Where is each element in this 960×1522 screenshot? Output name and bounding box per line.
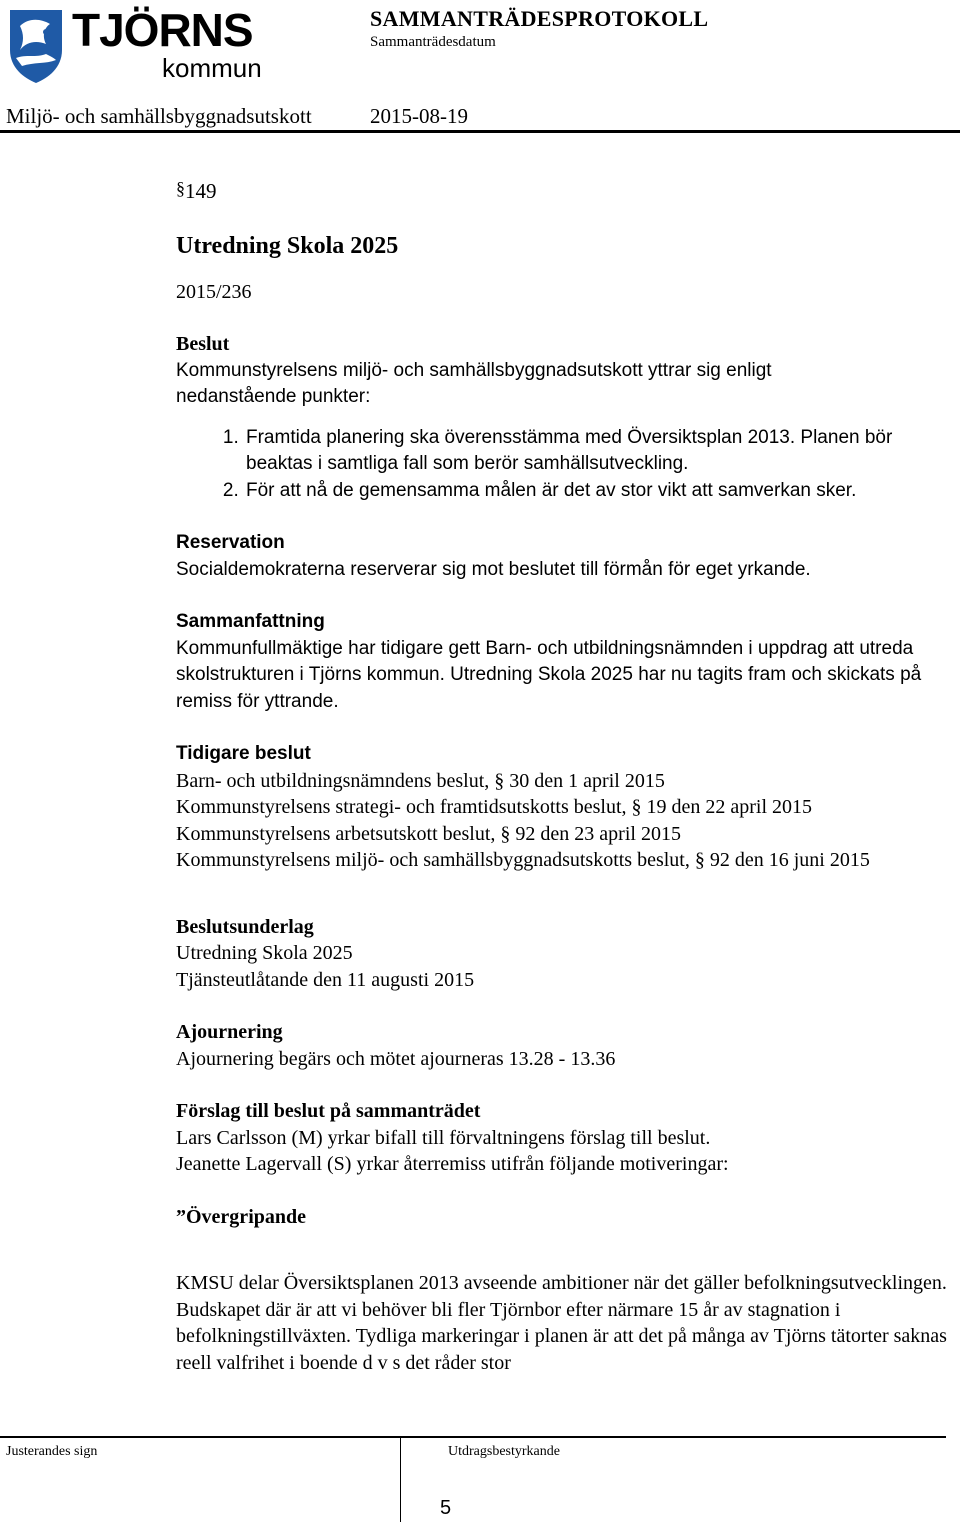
beslut-intro-line1: Kommunstyrelsens miljö- och samhällsbyggnadsutskott yttrar sig enligt [176,359,772,381]
tidigare-beslut-item [176,768,951,795]
overgripande-text: KMSU delar Översiktsplanen 2013 avseende ambitioner när det gäller befolkningsutvecklingen. Budskapet där är att vi behöver bli fler Tjörnbor efter närmare 15 år av stagnation i befolkningstillväxten. Tydliga markeringar i planen är att det på många av Tjörns tätorter saknas reell valfrihet i boende d v s det råder stor [176,1272,947,1374]
paragraph-symbol: § [494,769,505,792]
protocol-title: SAMMANTRÄDESPROTOKOLL [370,6,709,31]
footer-justerandes-sign: Justerandes sign [6,1444,98,1459]
tidigare-beslut-item [176,794,951,821]
footer-utdragsbestyrkande: Utdragsbestyrkande [448,1444,560,1459]
overgripande-heading: ”Övergripande [176,1205,306,1228]
beslut-point: 1. Framtida planering ska överensstämma med Översiktsplan 2013. Planen bör beaktas i samtliga fall som berör samhällsutveckling. [244,425,951,478]
ajournering-heading: Ajournering [176,1021,283,1043]
sammanfattning-heading: Sammanfattning [176,611,325,632]
sammanfattning-text: Kommunfullmäktige har tidigare gett Barn- och utbildningsnämnden i uppdrag att utreda skolstrukturen i Tjörns kommun. Utredning Skola 2025 har nu tagits fram och skickats på remiss för yttrande. [176,637,922,712]
document-body [176,175,951,1376]
case-number: 2015/236 [176,280,252,303]
protocol-subtitle: Sammanträdesdatum [370,34,496,50]
tidigare-beslut-item [176,821,951,848]
beslut-points [176,425,951,505]
tjorn-logo [6,6,278,84]
beslut-intro-line2: nedanstående punkter: [176,386,371,407]
page-number: 5 [440,1497,452,1519]
tidigare-beslut-item [176,847,951,874]
decision-ref: 92 den 23 april 2015 [510,822,681,845]
decision-text: Kommunstyrelsens strategi- och framtidsutskotts beslut, [176,796,632,818]
footer-divider [0,1436,946,1438]
ajournering-text: Ajournering begärs och mötet ajourneras 13.28 - 13.36 [176,1047,616,1070]
beslut-point: 2. För att nå de gemensamma målen är det av stor vikt att samverkan sker. [244,478,951,505]
paragraph-symbol: § [631,796,642,818]
decision-ref: 30 den 1 april 2015 [504,769,665,792]
decision-ref: 92 den 16 juni 2015 [704,849,870,871]
committee-name: Miljö- och samhällsbyggnadsutskott [6,104,312,128]
meeting-date: 2015-08-19 [370,104,468,128]
footer-column-divider [400,1438,401,1522]
logo-subtext: kommun [162,53,262,83]
forslag-line: Lars Carlsson (M) yrkar bifall till förvaltningens förslag till beslut. [176,1126,711,1149]
header-divider [0,130,960,133]
decision-ref: 19 den 22 april 2015 [641,796,813,818]
reservation-heading: Reservation [176,532,285,553]
item-number: 149 [185,179,217,203]
beslutsunderlag-item: Tjänsteutlåtande den 11 augusti 2015 [176,968,475,991]
paragraph-symbol: § [176,178,185,198]
forslag-line: Jeanette Lagervall (S) yrkar återremiss utifrån följande motiveringar: [176,1153,729,1175]
decision-text: Kommunstyrelsens miljö- och samhällsbyggnadsutskotts beslut, [176,849,695,871]
decision-text: Barn- och utbildningsnämndens beslut, [176,769,495,792]
item-title: Utredning Skola 2025 [176,232,399,259]
paragraph-symbol: § [500,822,511,845]
logo-wordmark: TJÖRNS [72,4,253,56]
tidigare-beslut-heading: Tidigare beslut [176,743,311,764]
beslut-heading: Beslut [176,333,230,355]
coat-of-arms-icon [6,6,66,84]
reservation-text: Socialdemokraterna reserverar sig mot beslutet till förmån för eget yrkande. [176,558,811,580]
beslutsunderlag-heading: Beslutsunderlag [176,915,314,938]
forslag-heading: Förslag till beslut på sammanträdet [176,1100,481,1122]
section-number [176,175,951,205]
decision-text: Kommunstyrelsens arbetsutskott beslut, [176,822,501,845]
paragraph-symbol: § [694,849,705,871]
beslutsunderlag-item: Utredning Skola 2025 [176,942,353,964]
